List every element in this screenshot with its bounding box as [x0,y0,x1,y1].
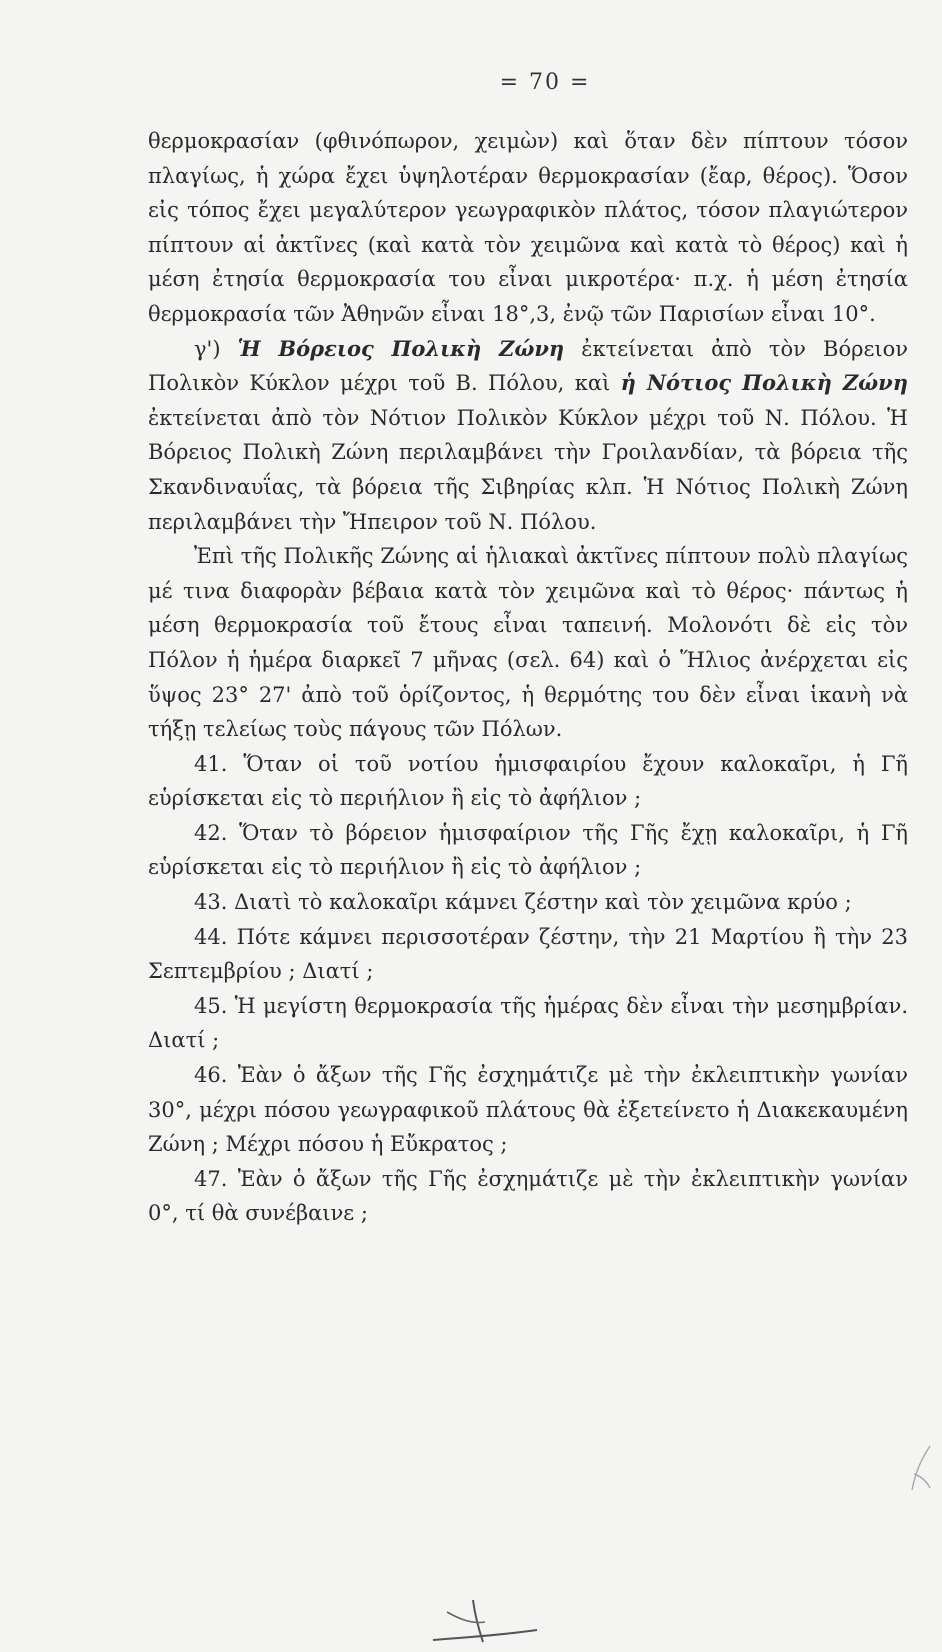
handwritten-mark-icon [425,1592,545,1652]
page-number: = 70 = [499,70,591,95]
term-south-polar-zone: ἡ Νότιος Πολικὴ Ζώνη [620,370,908,396]
section-marker: γ') [194,336,238,361]
page-body [148,124,908,1231]
question-45: 45. Ἡ μεγίστη θερμοκρασία τῆς ἡμέρας δὲν εἶναι τὴν μεσημβρίαν. Διατί ; [148,993,908,1053]
question-43: 43. Διατὶ τὸ καλοκαῖρι κάμνει ζέστην καὶ τὸν χειμῶνα κρύο ; [194,890,852,915]
question-41: 41. Ὅταν οἱ τοῦ νοτίου ἡμισφαιρίου ἔχουν καλοκαῖρι, ἡ Γῆ εὑρίσκεται εἰς τὸ περιήλιον ἢ εἰς τὸ ἀφήλιον ; [148,751,908,811]
polar-zones-text-2: ἐκτείνεται ἀπὸ τὸν Νότιον Πολικὸν Κύκλον μέχρι τοῦ Ν. Πόλου. Ἡ Βόρειος Πολικὴ Ζώνη περιλαμβάνει τὴν Γροιλανδίαν, τὰ βόρεια τῆς Σκανδιναυΐας, τὰ βόρεια τῆς Σιβηρίας κλπ. Ἡ Νότιος Πολικὴ Ζώνη περιλαμβάνει τὴν Ἤπειρον τοῦ Ν. Πόλου. [148,405,908,534]
paragraph-polar-sunlight: Ἐπὶ τῆς Πολικῆς Ζώνης αἱ ἡλιακαὶ ἀκτῖνες πίπτουν πολὺ πλαγίως μέ τινα διαφορὰν βέβαια κατὰ τὸν χειμῶνα καὶ τὸ θέρος· πάντως ἡ μέση θερμοκρασία τοῦ ἔτους εἶναι ταπεινή. Μολονότι δὲ εἰς τὸν Πόλον ἡ ἡμέρα διαρκεῖ 7 μῆνας (σελ. 64) καὶ ὁ Ἥλιος ἀνέρχεται εἰς ὕψος 23° 27' ἀπὸ τοῦ ὁρίζοντος, ἡ θερμότης του δὲν εἶναι ἱκανὴ νὰ τήξῃ τελείως τοὺς πάγους τῶν Πόλων. [148,544,908,742]
question-42: 42. Ὅταν τὸ βόρειον ἡμισφαίριον τῆς Γῆς ἔχῃ καλοκαῖρι, ἡ Γῆ εὑρίσκεται εἰς τὸ περιήλιον ἢ εἰς τὸ ἀφήλιον ; [148,820,908,880]
question-46: 46. Ἐὰν ὁ ἄξων τῆς Γῆς ἐσχημάτιζε μὲ τὴν ἐκλειπτικὴν γωνίαν 30°, μέχρι πόσου γεωγραφικοῦ πλάτους θὰ ἐξετείνετο ἡ Διακεκαυμένη Ζώνη ; Μέχρι πόσου ἡ Εὔκρατος ; [148,1063,908,1157]
polar-zones-text-1: ἐκτείνεται ἀπὸ τὸν Βόρειον Πολικὸν Κύκλον μέχρι τοῦ Β. Πόλου, καὶ [148,336,908,396]
paragraph-polar-zones [148,332,908,540]
paragraph-temperature: θερμοκρασίαν (φθινόπωρον, χειμὼν) καὶ ὅταν δὲν πίπτουν τόσον πλαγίως, ἡ χώρα ἔχει ὑψηλοτέραν θερμοκρασίαν (ἔαρ, θέρος). Ὅσον εἰς τόπος ἔχει μεγαλύτερον γεωγραφικὸν πλάτος, τόσον πλαγιώτερον πίπτουν αἱ ἀκτῖνες (καὶ κατὰ τὸν χειμῶνα καὶ κατὰ τὸ θέρος) καὶ ἡ μέση ἐτησία θερμοκρασία του εἶναι μικροτέρα· π.χ. ἡ μέση ἐτησία θερμοκρασία τῶν Ἀθηνῶν εἶναι 18°,3, ἐνῷ τῶν Παρισίων εἶναι 10°. [148,129,908,326]
question-47: 47. Ἐὰν ὁ ἄξων τῆς Γῆς ἐσχημάτιζε μὲ τὴν ἐκλειπτικὴν γωνίαν 0°, τί θὰ συνέβαινε ; [148,1166,908,1226]
margin-pencil-mark-icon [900,1440,940,1500]
question-44: 44. Πότε κάμνει περισσοτέραν ζέστην, τὴν 21 Μαρτίου ἢ τὴν 23 Σεπτεμβρίου ; Διατί ; [148,924,908,984]
term-north-polar-zone: Ἡ Βόρειος Πολικὴ Ζώνη [237,335,565,361]
